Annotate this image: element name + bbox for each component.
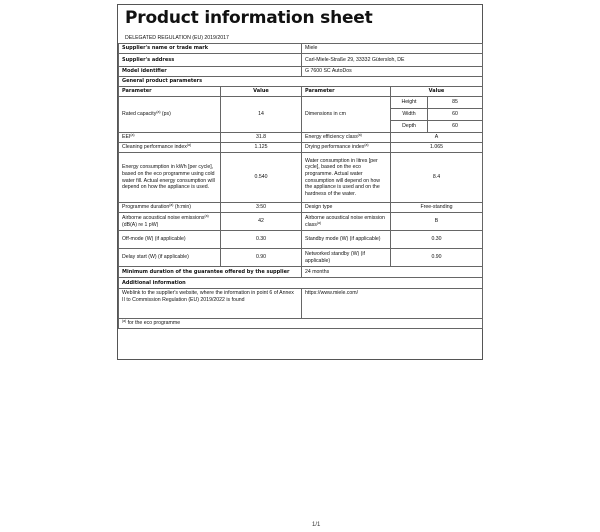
consumption-row — [119, 153, 483, 203]
energy-class-value: A — [391, 133, 483, 143]
supplier-address-value: Carl-Miele-Straße 29, 33332 Gütersloh, DE — [302, 54, 483, 67]
weblink-row — [119, 289, 483, 319]
height-label: Height — [391, 97, 428, 109]
height-value: 85 — [428, 97, 483, 109]
general-heading-row — [119, 77, 483, 87]
standby-label: Standby mode (W) (if applicable) — [302, 231, 391, 249]
delay-networked-row — [119, 249, 483, 267]
drying-performance-value: 1.065 — [391, 143, 483, 153]
energy-consumption-value: 0.540 — [221, 153, 302, 203]
depth-label: Depth — [391, 121, 428, 133]
networked-standby-value: 0.90 — [391, 249, 483, 267]
programme-duration-value: 3:50 — [221, 203, 302, 213]
water-consumption-value: 8.4 — [391, 153, 483, 203]
noise-class-value: B — [391, 213, 483, 231]
off-mode-label: Off-mode (W) (if applicable) — [119, 231, 221, 249]
design-type-value: Free-standing — [391, 203, 483, 213]
general-parameters-heading: General product parameters — [119, 77, 483, 87]
design-type-label: Design type — [302, 203, 391, 213]
dimension-height-row — [119, 97, 483, 109]
model-identifier-value: G 7600 SC AutoDos — [302, 67, 483, 77]
noise-class-label: Airborne acoustical noise emission class$^{(a)}$ — [302, 213, 391, 231]
weblink-label: Weblink to the supplier's website, where the information in point 6 of Annex II to Commission Regulation (EU) 2019/2022 is found — [119, 289, 302, 319]
energy-class-label: Energy efficiency class$^{(a)}$ — [302, 133, 391, 143]
dimensions-label: Dimensions in cm — [302, 97, 391, 133]
rated-capacity-value: 14 — [221, 97, 302, 133]
weblink-value[interactable]: https://www.miele.com/ — [302, 289, 483, 319]
footnote-row — [119, 319, 483, 329]
eei-row — [119, 133, 483, 143]
eei-value: 31.8 — [221, 133, 302, 143]
supplier-name-row — [119, 44, 483, 54]
column-header-value-2: Value — [391, 87, 483, 97]
eei-label: EEI$^{(a)}$ — [119, 133, 221, 143]
product-table — [118, 43, 483, 329]
column-header-parameter-2: Parameter — [302, 87, 391, 97]
supplier-address-row — [119, 54, 483, 67]
noise-row — [119, 213, 483, 231]
depth-value: 60 — [428, 121, 483, 133]
off-mode-value: 0.30 — [221, 231, 302, 249]
programme-duration-label: Programme duration$^{(a)}$ (h:min) — [119, 203, 221, 213]
energy-consumption-label: Energy consumption in kWh [per cycle], based on the eco programme using cold water fill. Actual energy consumption will depend on how the appliance is used. — [119, 153, 221, 203]
noise-emissions-value: 42 — [221, 213, 302, 231]
column-header-row — [119, 87, 483, 97]
product-information-sheet — [117, 4, 483, 360]
footnote: $^{(a)}$ for the eco programme — [119, 319, 483, 329]
regulation-reference: DELEGATED REGULATION (EU) 2019/2017 — [125, 35, 229, 41]
page-title: Product information sheet — [125, 8, 373, 28]
guarantee-row — [119, 267, 483, 278]
water-consumption-label: Water consumption in litres [per cycle], based on the eco programme. Actual water consumption will depend on how the appliance is used and on the hardness of the water. — [302, 153, 391, 203]
additional-heading-row — [119, 278, 483, 289]
drying-performance-label: Drying performance index$^{(a)}$ — [302, 143, 391, 153]
page-indicator: 1/1 — [312, 522, 321, 528]
supplier-name-value: Miele — [302, 44, 483, 54]
delay-start-value: 0.90 — [221, 249, 302, 267]
duration-row — [119, 203, 483, 213]
noise-emissions-label: Airborne acoustical noise emissions$^{(a)}$ (dB(A) re 1 pW) — [119, 213, 221, 231]
networked-standby-label: Networked standby (W) (if applicable) — [302, 249, 391, 267]
model-identifier-label: Model identifier — [119, 67, 302, 77]
supplier-address-label: Supplier's address — [119, 54, 302, 67]
additional-information-heading: Additional information — [119, 278, 483, 289]
off-standby-row — [119, 231, 483, 249]
supplier-name-label: Supplier's name or trade mark — [119, 44, 302, 54]
column-header-value: Value — [221, 87, 302, 97]
column-header-parameter: Parameter — [119, 87, 221, 97]
width-value: 60 — [428, 109, 483, 121]
guarantee-value: 24 months — [302, 267, 483, 278]
rated-capacity-label: Rated capacity$^{(a)}$ (ps) — [119, 97, 221, 133]
model-identifier-row — [119, 67, 483, 77]
guarantee-label: Minimum duration of the guarantee offered by the supplier — [119, 267, 302, 278]
delay-start-label: Delay start (W) (if applicable) — [119, 249, 221, 267]
width-label: Width — [391, 109, 428, 121]
performance-row — [119, 143, 483, 153]
standby-value: 0.30 — [391, 231, 483, 249]
cleaning-performance-value: 1.125 — [221, 143, 302, 153]
cleaning-performance-label: Cleaning performance index$^{(a)}$ — [119, 143, 221, 153]
